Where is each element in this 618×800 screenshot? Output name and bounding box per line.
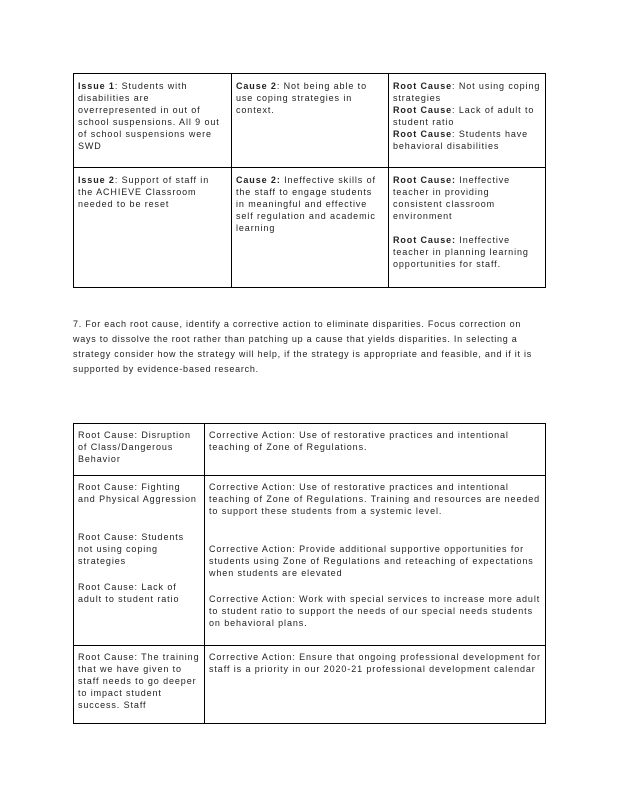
root-cause-item: Root Cause: Students not using coping strategies [78,532,185,566]
corrective-action-cell: Corrective Action: Use of restorative practices and intentional teaching of Zone of Regulations. [205,424,546,476]
root-cause-cell [389,168,546,288]
root-cause-cell: Root Cause: The training that we have given to staff needs to go deeper to impact student success. Staff [74,646,205,724]
cause-cell [232,168,389,288]
corrective-action-item: Corrective Action: Provide additional supportive opportunities for students using Zone of Regulations and reteaching of expectations when students are elevated [209,544,534,578]
corrective-action-item: Corrective Action: Work with special services to increase more adult to student ratio to support the needs of our special needs students on behavioral plans. [209,594,541,628]
root-cause-item: Root Cause: Not using coping strategies [393,81,541,103]
issue-text: : Students with disabilities are overrepresented in out of school suspensions. All 9 out of school suspensions were SWD [78,81,220,151]
table-row [74,74,546,168]
root-cause-item: Root Cause: Ineffective teacher in planning learning opportunities for staff. [393,235,529,269]
table-row [74,476,546,646]
corrective-action-item: Corrective Action: Use of restorative practices and intentional teaching of Zone of Regulations. Training and resources are needed to support these students from a systemic level. [209,482,541,516]
root-cause-cell [74,476,205,646]
root-cause-item: Root Cause: Lack of adult to student ratio [78,582,180,604]
root-cause-item: Root Cause: Lack of adult to student ratio [393,105,535,127]
cause-text: : Not being able to use coping strategies in context. [236,81,367,115]
table-row [74,424,546,476]
cause-cell [232,74,389,168]
corrective-actions-table [73,423,546,724]
root-cause-cell [389,74,546,168]
table-row [74,646,546,724]
corrective-action-cell [205,476,546,646]
root-cause-cell: Root Cause: Disruption of Class/Dangerous Behavior [74,424,205,476]
instruction-paragraph: 7. For each root cause, identify a corrective action to eliminate disparities. Focus correction on ways to dissolve the root rather than patching up a cause that yields disparities. In selecting a strategy consider how the strategy will help, if the strategy is appropriate and feasible, and if it is supported by evidence-based research. [73,319,532,374]
cause-label: Cause 2 [236,81,277,91]
issue-cell [74,168,232,288]
issue-text: : Support of staff in the ACHIEVE Classroom needed to be reset [78,175,210,209]
root-cause-item: Root Cause: Fighting and Physical Aggression [78,482,197,504]
issue-label: Issue 2 [78,175,115,185]
root-cause-item: Root Cause: Ineffective teacher in providing consistent classroom environment [393,175,511,221]
table-row [74,168,546,288]
issue-label: Issue 1 [78,81,115,91]
issues-table [73,73,546,288]
root-cause-item: Root Cause: Students have behavioral disabilities [393,129,529,151]
cause-label: Cause 2: [236,175,281,185]
corrective-action-cell: Corrective Action: Ensure that ongoing professional development for staff is a priority in our 2020-21 professional development calendar [205,646,546,724]
cause-text: Ineffective skills of the staff to engage students in meaningful and effective self regulation and academic learning [236,175,376,233]
issue-cell [74,74,232,168]
